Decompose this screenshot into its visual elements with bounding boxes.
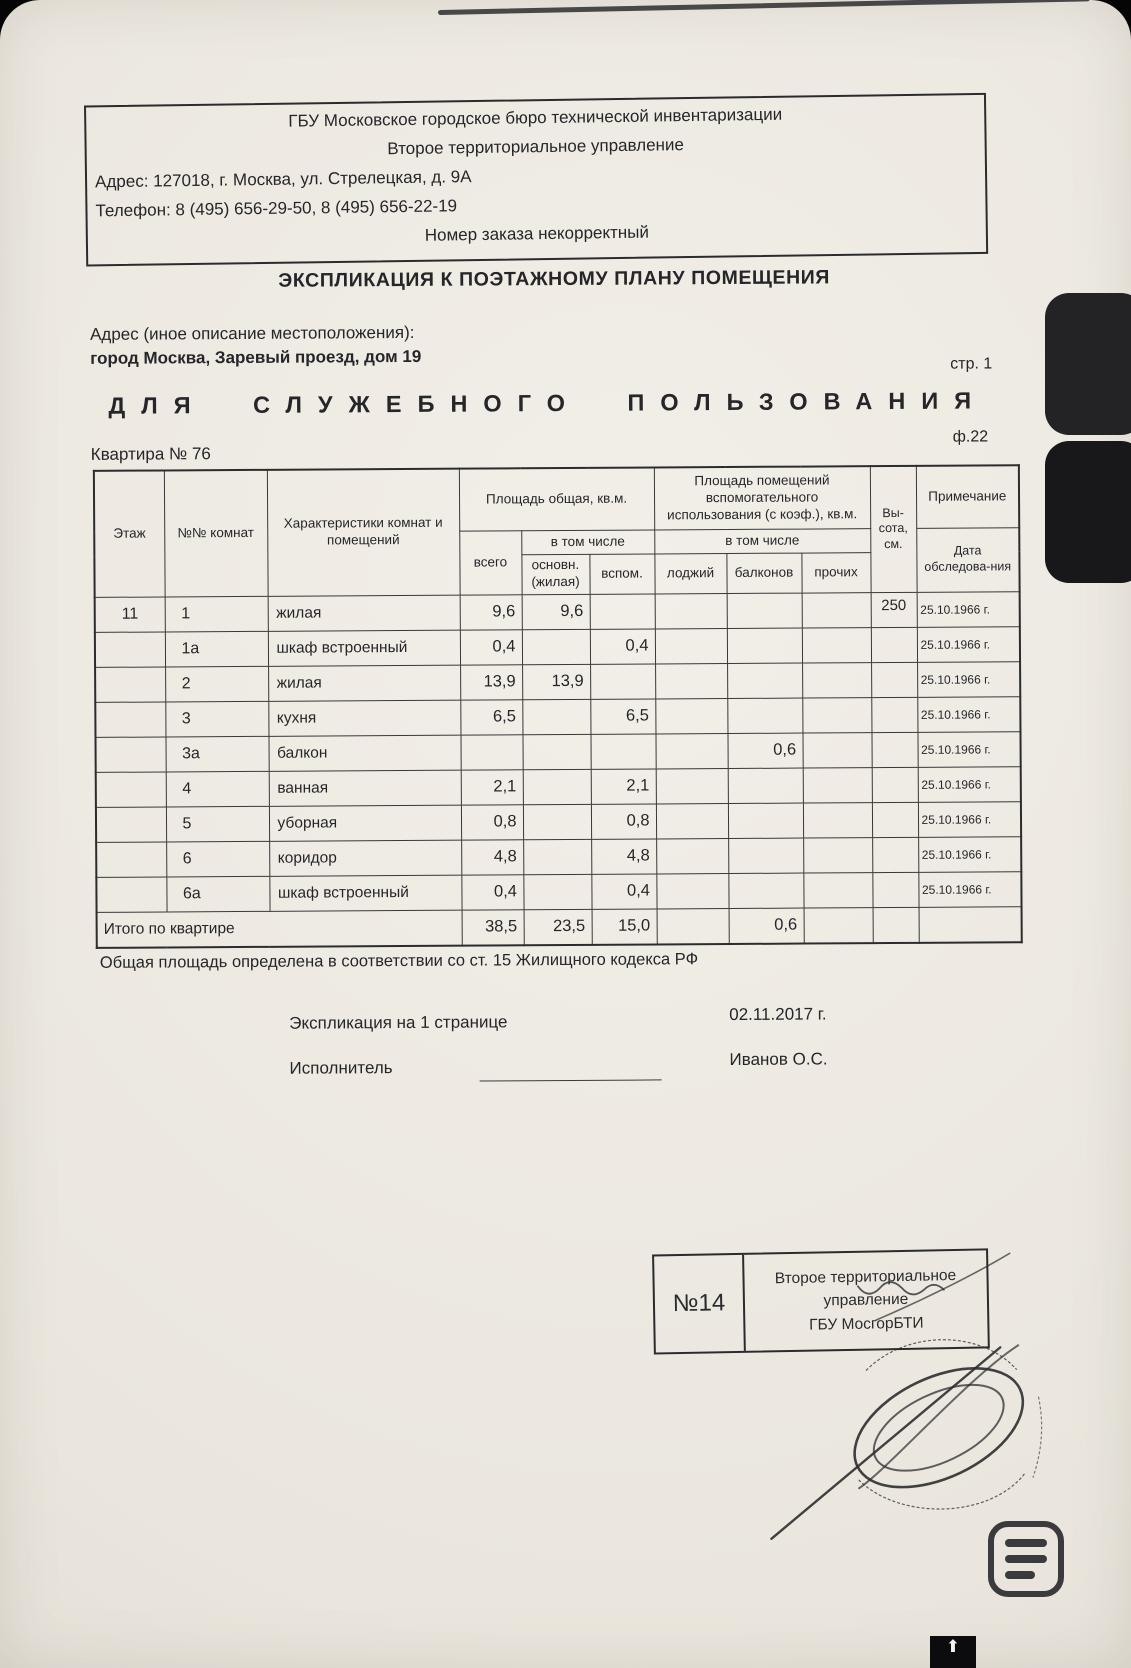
cell-aux — [590, 593, 655, 628]
cell-total: 6,5 — [460, 699, 522, 734]
cell-room: 3 — [165, 701, 268, 737]
cell-height — [871, 627, 917, 662]
cell-main: 13,9 — [522, 664, 590, 699]
cell-floor — [95, 666, 165, 701]
pages-line: Экспликация на 1 странице — [289, 1012, 508, 1033]
org-header-box — [84, 93, 988, 267]
col-area-aux: Площадь помещений вспомогательного использования (с коэф.), кв.м. — [654, 466, 870, 529]
col-balkonov: балконов — [726, 553, 801, 593]
cell-date: 25.10.1966 г. — [917, 591, 1020, 627]
col-room: №№ комнат — [164, 470, 268, 597]
cell-aux: 0,8 — [591, 803, 656, 838]
cell-date: 25.10.1966 г. — [917, 626, 1020, 662]
cell-date: 25.10.1966 г. — [918, 836, 1021, 872]
cell-total: 9,6 — [460, 594, 522, 629]
cell-desc: ванная — [269, 770, 461, 806]
explication-table-wrap — [93, 464, 1023, 949]
table-row — [95, 626, 1020, 667]
org-phone: Телефон: 8 (495) 656-29-50, 8 (495) 656-22-19 — [95, 196, 458, 221]
table-total-row — [97, 906, 1022, 948]
document-title: ЭКСПЛИКАЦИЯ К ПОЭТАЖНОМУ ПЛАНУ ПОМЕЩЕНИЯ — [278, 266, 831, 292]
cell-other — [802, 592, 871, 627]
cell-floor — [96, 806, 166, 841]
cell-desc: кухня — [268, 700, 460, 736]
cell-floor — [96, 876, 166, 911]
cell-height — [872, 767, 918, 802]
cell-other — [802, 732, 871, 767]
stamp-number: №14 — [654, 1255, 746, 1353]
cell-height — [871, 697, 917, 732]
total-height — [873, 907, 919, 943]
cell-desc: жилая — [268, 595, 460, 631]
cell-loggia — [655, 698, 727, 733]
cell-room: 4 — [166, 771, 269, 807]
cell-total: 0,4 — [461, 874, 523, 909]
col-vsego: всего — [459, 530, 521, 594]
col-prochih: прочих — [801, 552, 870, 592]
cell-desc: балкон — [268, 735, 460, 771]
cell-aux: 6,5 — [590, 698, 655, 733]
table-row — [95, 661, 1020, 702]
cell-room: 5 — [166, 806, 269, 842]
cell-floor — [95, 701, 165, 736]
cell-balcony — [728, 803, 803, 838]
org-branch: Второе территориальное управление — [387, 135, 685, 159]
col-lodzhij: лоджий — [654, 553, 726, 593]
form-code: ф.22 — [952, 428, 989, 446]
cell-aux — [590, 663, 655, 698]
cell-main — [522, 629, 590, 664]
col-date: Дата обследова-ния — [916, 527, 1019, 592]
address-label: Адрес (иное описание местоположения): — [89, 322, 415, 344]
cell-room: 1 — [165, 596, 268, 632]
cell-aux: 0,4 — [591, 873, 656, 908]
col-floor: Этаж — [94, 470, 165, 596]
cell-desc: уборная — [269, 805, 461, 841]
address-value: город Москва, Заревый проезд, дом 19 — [90, 346, 422, 368]
cell-other — [803, 837, 872, 872]
cell-total: 0,8 — [461, 804, 523, 839]
cell-height: 250 — [871, 592, 917, 627]
cell-balcony — [727, 628, 802, 663]
cell-main — [523, 769, 591, 804]
cell-balcony — [728, 768, 803, 803]
cell-aux: 2,1 — [591, 768, 656, 803]
cell-other — [802, 627, 871, 662]
cell-other — [802, 662, 871, 697]
cell-aux: 4,8 — [591, 838, 656, 873]
col-note: Примечание — [916, 465, 1019, 528]
table-row — [96, 801, 1021, 842]
cell-balcony — [727, 663, 802, 698]
executor-label: Исполнитель — [289, 1058, 393, 1078]
cell-room: 3а — [165, 736, 268, 772]
cell-room: 6 — [166, 841, 269, 877]
cell-date: 25.10.1966 г. — [918, 801, 1021, 837]
cell-date: 25.10.1966 г. — [917, 731, 1020, 767]
cell-date: 25.10.1966 г. — [917, 661, 1020, 697]
total-other — [804, 907, 873, 943]
cell-aux — [590, 733, 655, 768]
cell-floor — [95, 631, 165, 666]
cell-date: 25.10.1966 г. — [918, 871, 1021, 907]
order-note: Номер заказа некорректный — [424, 222, 650, 245]
cell-other — [803, 872, 872, 907]
cell-main — [523, 839, 591, 874]
cell-loggia — [656, 873, 728, 908]
cell-loggia — [655, 663, 727, 698]
col-in-total-2: в том числе — [654, 528, 870, 553]
cell-height — [871, 732, 917, 767]
cell-main: 9,6 — [522, 594, 590, 629]
dsp-banner: ДЛЯ СЛУЖЕБНОГО ПОЛЬЗОВАНИЯ — [108, 387, 988, 419]
cell-floor — [96, 771, 166, 806]
legal-footnote: Общая площадь определена в соответствии со ст. 15 Жилищного кодекса РФ — [99, 950, 699, 972]
stamp-org-line: Второе территориальное — [774, 1267, 957, 1288]
col-area-total: Площадь общая, кв.м. — [459, 467, 654, 530]
cell-other — [803, 802, 872, 837]
cell-loggia — [656, 803, 728, 838]
cell-balcony — [728, 838, 803, 873]
executor-name: Иванов О.С. — [729, 1049, 828, 1070]
cell-main — [523, 874, 591, 909]
col-height: Вы-сота, см. — [870, 466, 917, 592]
cell-room: 2 — [165, 666, 268, 702]
cell-balcony — [727, 593, 802, 628]
stamp-org-line: ГБУ МосгорБТИ — [808, 1314, 924, 1334]
side-panel-shape — [1045, 293, 1131, 435]
total-loggia — [657, 908, 729, 944]
cell-floor — [96, 841, 166, 876]
cell-other — [803, 767, 872, 802]
cell-loggia — [655, 628, 727, 663]
total-aux: 15,0 — [592, 908, 657, 944]
cell-desc: коридор — [269, 840, 461, 876]
cell-balcony — [728, 873, 803, 908]
up-arrow-icon: ⬆ — [945, 1637, 961, 1657]
page-number: стр. 1 — [950, 355, 993, 373]
cell-other — [802, 697, 871, 732]
table-row — [95, 731, 1020, 772]
total-date — [919, 906, 1022, 943]
cell-desc: жилая — [268, 665, 460, 701]
cell-total: 13,9 — [460, 664, 522, 699]
total-balcony: 0,6 — [729, 908, 804, 944]
cell-room: 1а — [165, 631, 268, 667]
footer-date: 02.11.2017 г. — [729, 1004, 827, 1025]
signature-line — [479, 1059, 661, 1081]
explication-table — [93, 464, 1023, 949]
cell-total: 2,1 — [461, 769, 523, 804]
cell-main — [522, 734, 590, 769]
list-bar — [1005, 1539, 1047, 1547]
cell-height — [871, 662, 917, 697]
total-main: 23,5 — [524, 909, 592, 945]
table-row — [95, 591, 1020, 632]
total-label: Итого по квартире — [97, 910, 462, 948]
org-name: ГБУ Московское городское бюро технической инвентаризации — [288, 104, 783, 131]
list-bar — [1005, 1555, 1047, 1563]
cell-loggia — [655, 733, 727, 768]
cell-date: 25.10.1966 г. — [917, 696, 1020, 732]
cell-height — [872, 837, 918, 872]
cell-floor — [95, 736, 165, 771]
cell-desc: шкаф встроенный — [268, 630, 460, 666]
apartment-number: Квартира № 76 — [90, 444, 211, 464]
cell-total: 4,8 — [461, 839, 523, 874]
cell-balcony — [727, 698, 802, 733]
table-row — [95, 696, 1020, 737]
cell-total: 0,4 — [460, 629, 522, 664]
cell-main — [523, 804, 591, 839]
cell-loggia — [656, 768, 728, 803]
cell-main — [522, 699, 590, 734]
total-total: 38,5 — [462, 909, 524, 945]
signature-scribble — [708, 1227, 1131, 1650]
col-in-total-1: в том числе — [521, 529, 654, 554]
cell-height — [872, 872, 918, 907]
cell-loggia — [655, 593, 727, 628]
cell-total — [460, 734, 522, 769]
up-arrow-button[interactable] — [930, 1636, 976, 1668]
stamp-org-line: управление — [823, 1291, 909, 1310]
side-panel-shape — [1045, 441, 1131, 583]
col-vsp: вспом. — [589, 553, 654, 593]
col-desc: Характеристики комнат и помещений — [267, 469, 460, 596]
reading-list-button[interactable] — [988, 1521, 1064, 1597]
col-osn: основн. (жилая) — [521, 554, 589, 594]
table-row — [96, 871, 1021, 912]
cell-floor: 11 — [95, 596, 165, 631]
cell-aux: 0,4 — [590, 628, 655, 663]
cell-date: 25.10.1966 г. — [918, 766, 1021, 802]
cell-room: 6а — [166, 876, 269, 912]
org-address: Адрес: 127018, г. Москва, ул. Стрелецкая, д. 9А — [94, 167, 472, 192]
list-bar — [1005, 1571, 1035, 1579]
cell-loggia — [656, 838, 728, 873]
cell-height — [872, 802, 918, 837]
cell-desc: шкаф встроенный — [269, 875, 461, 911]
cell-balcony: 0,6 — [727, 733, 802, 768]
table-row — [96, 766, 1021, 807]
table-row — [96, 836, 1021, 877]
